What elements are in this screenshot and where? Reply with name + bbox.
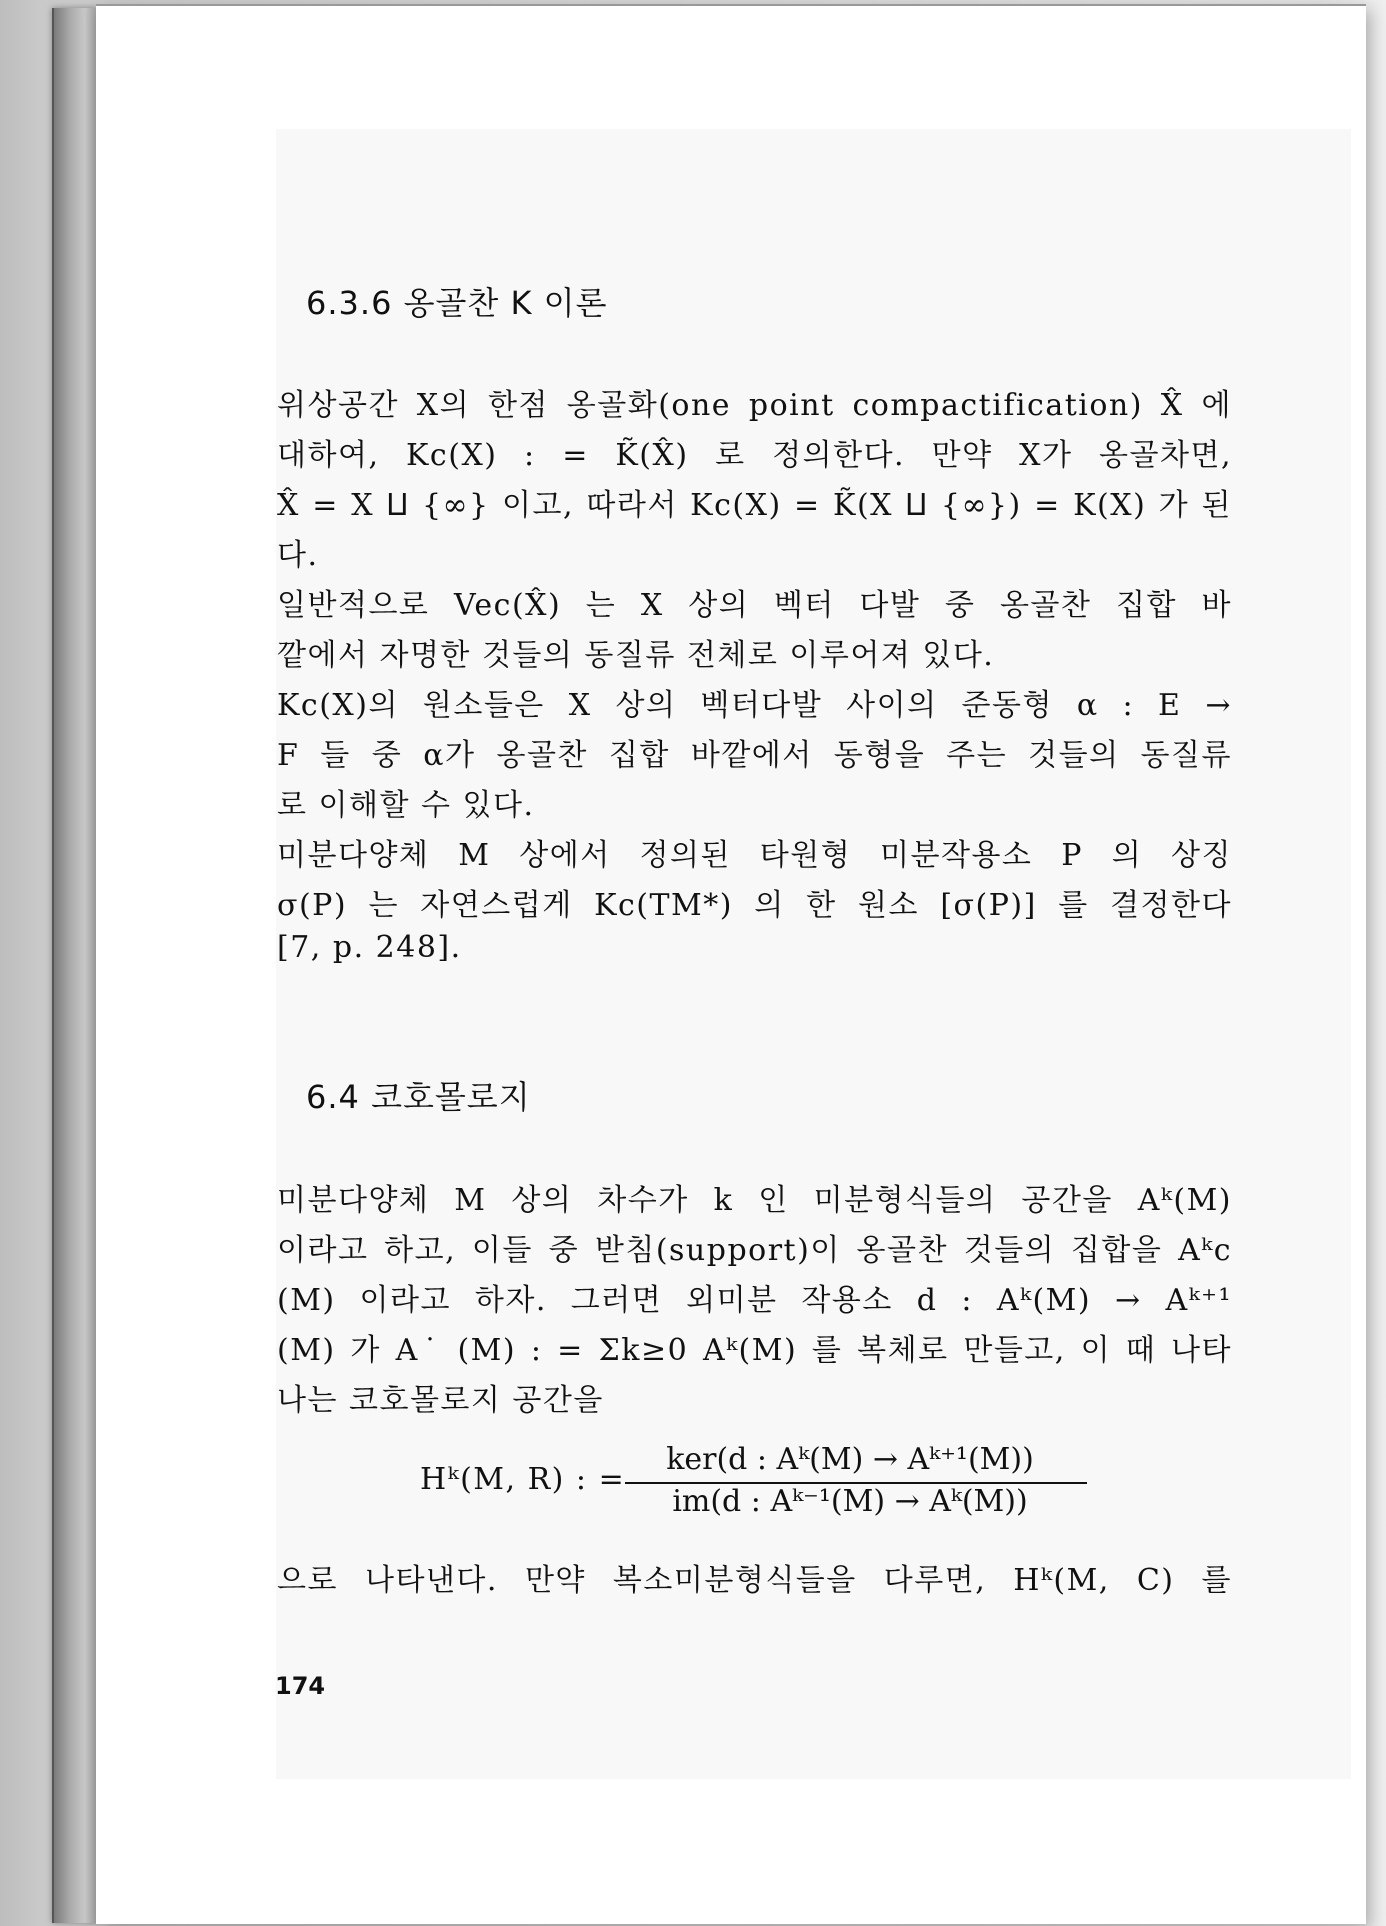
paragraph-line: 대하여, Kc(X) : = K̃(X̂) 로 정의한다. 만약 X가 옹골차면, [277, 438, 1232, 473]
paragraph-line: 나는 코호몰로지 공간을 [277, 1383, 604, 1418]
paragraph-line: Kc(X)의 원소들은 X 상의 벡터다발 사이의 준동형 α : E → [277, 688, 1232, 723]
section-heading-6-3-6: 6.3.6 옹골찬 K 이론 [306, 284, 608, 322]
paragraph-line: X̂ = X ⨿ {∞} 이고, 따라서 Kc(X) = K̃(X ⨿ {∞}) = K(X) 가 된 [277, 488, 1232, 523]
formula-lhs: Hᵏ(M, R) : = [420, 1462, 626, 1497]
paragraph-line: 일반적으로 Vec(X̂) 는 X 상의 벡터 다발 중 옹골찬 집합 바 [277, 588, 1232, 623]
paragraph-line: 로 이해할 수 있다. [277, 788, 535, 823]
page-number: 174 [275, 1672, 326, 1700]
paragraph-line: 다. [277, 538, 319, 573]
paragraph-line: 미분다양체 M 상에서 정의된 타원형 미분작용소 P 의 상징 [277, 838, 1232, 873]
paragraph-line: 이라고 하고, 이들 중 받침(support)이 옹골찬 것들의 집합을 Aᵏc [277, 1233, 1232, 1268]
paragraph-line: (M) 가 A˙ (M) : = Σk≥0 Aᵏ(M) 를 복체로 만들고, 이 때 나타 [277, 1333, 1232, 1368]
paragraph-line: (M) 이라고 하자. 그러면 외미분 작용소 d : Aᵏ(M) → Aᵏ⁺¹ [277, 1283, 1232, 1318]
paragraph-line: F 들 중 α가 옹골찬 집합 바깥에서 동형을 주는 것들의 동질류 [277, 738, 1232, 773]
paragraph-line: 깥에서 자명한 것들의 동질류 전체로 이루어져 있다. [277, 638, 995, 673]
paragraph-line: 미분다양체 M 상의 차수가 k 인 미분형식들의 공간을 Aᵏ(M) [277, 1183, 1232, 1218]
paragraph-line: [7, p. 248]. [277, 930, 462, 965]
formula-denominator: im(d : Aᵏ⁻¹(M) → Aᵏ(M)) [672, 1484, 1028, 1519]
book-page-edge [52, 8, 98, 1923]
paragraph-line: 위상공간 X의 한점 옹골화(one point compactification) X̂ 에 [277, 388, 1232, 423]
section-heading-6-4: 6.4 코호몰로지 [306, 1078, 531, 1116]
paragraph-line: 으로 나타낸다. 만약 복소미분형식들을 다루면, Hᵏ(M, C) 를 [277, 1563, 1232, 1598]
paragraph-line: σ(P) 는 자연스럽게 Kc(TM*) 의 한 원소 [σ(P)] 를 결정한다 [277, 888, 1232, 923]
formula-numerator: ker(d : Aᵏ(M) → Aᵏ⁺¹(M)) [666, 1442, 1034, 1477]
